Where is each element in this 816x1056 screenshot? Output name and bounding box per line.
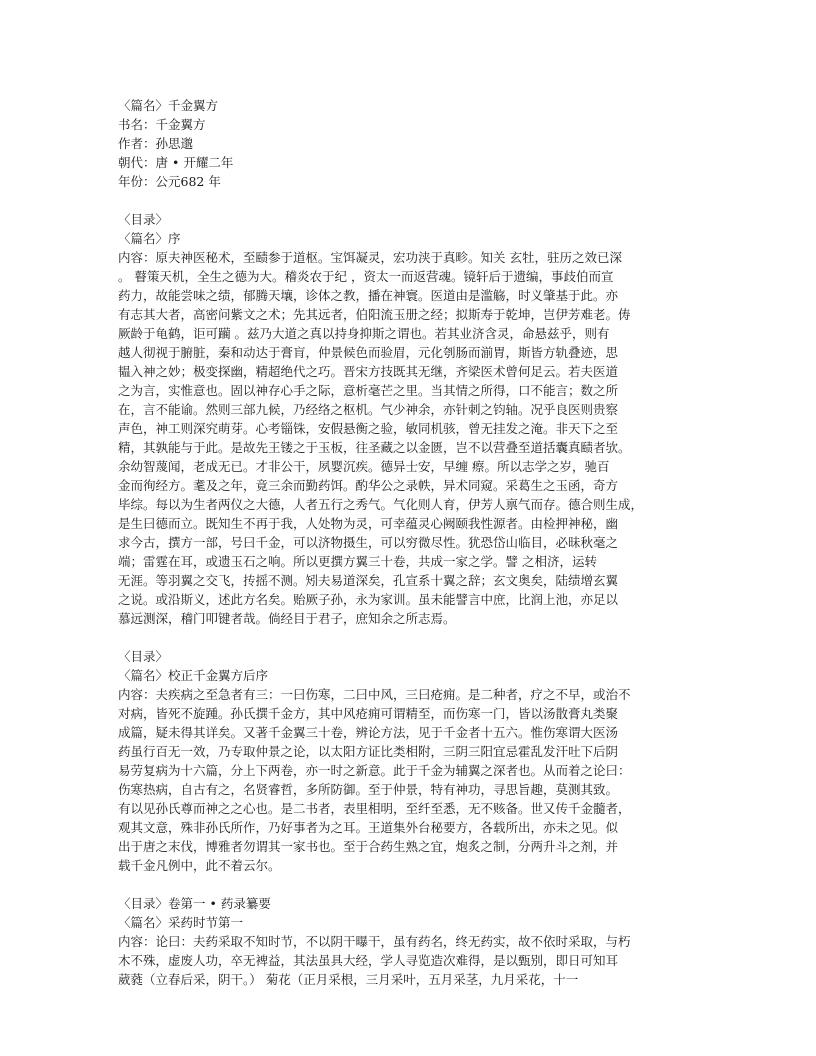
text-line: 有以见孙氏尊而神之之心也。是二书者，表里相明，至纤至悉，无不赅备。世又传千金髓者， <box>118 801 631 816</box>
text-line: 有志其大者，高密问紫文之术；先其远者，伯阳流玉册之经；拟斯寿于乾坤，岂伊芳难老。俦 <box>118 307 631 322</box>
text-line: 内容：论曰：夫药采取不知时节，不以阴干曝干，虽有药名，终无药实，故不依时采取，与朽 <box>118 934 631 949</box>
book-header <box>118 96 708 191</box>
text-line: 朝代：唐 • 开耀二年 <box>118 155 234 170</box>
afterword-section <box>118 647 708 875</box>
text-line: 无涯。等羽翼之交飞，抟摇不测。矧夫易道深矣，孔宣系十翼之辞；玄文奥矣，陆绩增玄翼 <box>118 573 619 588</box>
text-line: 观其文意，殊非孙氏所作，乃好事者为之耳。王道集外台秘要方，各载所出，亦未之见。似 <box>118 820 619 835</box>
text-line: 内容：原夫神医秘术，至赜参于道枢。宝饵凝灵，宏功浃于真畛。知关 玄牡，驻历之效已深 <box>118 250 622 265</box>
text-line: 书名：千金翼方 <box>118 117 206 132</box>
text-line: 是生曰德而立。既知生不再于我，人处物为灵，可幸蕴灵心阙颐我性源者。由检押神秘，幽 <box>118 516 619 531</box>
text-line: 之说。或沿斯义，述此方名矣。贻厥子孙，永为家训。虽未能譬言中庶，比润上池，亦足以 <box>118 592 619 607</box>
text-line: 毕综。每以为生者两仪之大德，人者五行之秀气。气化则人育，伊芳人禀气而存。德合则生成， <box>118 497 644 512</box>
document-page <box>118 96 708 989</box>
paragraph-gap <box>118 191 708 210</box>
text-line: 药力，故能尝味之绩，郁腾天壤，诊体之教，播在神寰。医道由是滥觞，时义肇基于此。亦 <box>118 288 619 303</box>
text-line: 〈篇名〉千金翼方 <box>118 98 219 113</box>
text-line: 〈篇名〉校正千金翼方后序 <box>118 668 269 683</box>
text-line: 〈目录〉 <box>118 212 169 227</box>
text-line: 声色，神工则深究萌芽。心考锱铢，安假悬衡之验，敏同机骇，曾无挂发之淹。非天下之至 <box>118 421 619 436</box>
text-line: 越人彻视于腑脏，秦和动达于膏肓，仲景候色而验眉，元化刳肠而湔胃，斯皆方轨叠迹，思 <box>118 345 619 360</box>
text-line: 葳蕤（立春后采，阴干。） 菊花（正月采根，三月采叶，五月采茎，九月采花，十一 <box>118 972 579 987</box>
text-line: 〈篇名〉采药时节第一 <box>118 915 244 930</box>
text-line: 慕远测深，稽门叩键者哉。倘经目于君子，庶知余之所志焉。 <box>118 611 456 626</box>
text-line: 易劳复病为十六篇，分上下两卷，亦一时之新意。此于千金为辅翼之深者也。从而着之论曰： <box>118 763 631 778</box>
text-line: 木不殊，虚废人功，卒无裨益，其法虽具大经，学人寻览造次难得，是以甄别，即日可知耳 <box>118 953 619 968</box>
chapter-one-section <box>118 894 708 989</box>
text-line: 金而徇经方。耄及之年，竟三余而勤药饵。酌华公之录帙，异术同窥。采葛生之玉函，奇方 <box>118 478 619 493</box>
text-line: 求今古，撰方一部，号曰千金，可以济物摄生，可以穷微尽性。犹恐岱山临目，必昧秋毫之 <box>118 535 619 550</box>
text-line: 余幼智蔑闻，老成无已。才非公干，夙婴沉疾。德异士安，早缠 瘵。所以志学之岁，驰百 <box>118 459 610 474</box>
text-line: 〈篇名〉序 <box>118 231 181 246</box>
text-line: 作者：孙思邈 <box>118 136 194 151</box>
text-line: 内容：夫疾病之至急者有三：一曰伤寒，二曰中风，三曰疮痈。是二种者，疗之不早，或治不 <box>118 687 631 702</box>
text-line: 端；雷霆在耳，或遗玉石之响。所以更撰方翼三十卷，共成一家之学。譬 之相济，运转 <box>118 554 597 569</box>
text-line: 成篇，疑未得其详矣。又著千金翼三十卷，辨论方法，见于千金者十五六。惟伤寒谓大医汤 <box>118 725 619 740</box>
text-line: 在，言不能谕。然则三部九候，乃经络之枢机。气少神余，亦针刺之钧轴。况乎良医则贵察 <box>118 402 619 417</box>
text-line: 精，其孰能与于此。是故先王镂之于玉板，往圣藏之以金匮，岂不以营叠至道括囊真赜者欤。 <box>118 440 631 455</box>
text-line: 。 瞽策天机，全生之德为大。稽炎农于纪 ，资太一而返营魂。镜轩后于遗编，事歧伯而宣 <box>118 269 614 284</box>
preface-section <box>118 210 708 628</box>
paragraph-gap <box>118 628 708 647</box>
text-line: 出于唐之末伐，博雅者勿谓其一家书也。至于合药生熟之宜，炮炙之制，分两升斗之剂，并 <box>118 839 619 854</box>
text-line: 〈目录〉卷第一 • 药录纂要 <box>118 896 271 911</box>
paragraph-gap <box>118 875 708 894</box>
text-line: 〈目录〉 <box>118 649 169 664</box>
text-line: 年份：公元682 年 <box>118 174 221 189</box>
text-line: 药虽行百无一效，乃专取仲景之论，以太阳方证比类相附，三阴三阳宜忌霍乱发汗吐下后阴 <box>118 744 619 759</box>
text-line: 厥龄于龟鹤，讵可躏 。兹乃大道之真以持身抑斯之谓也。若其业济含灵，命悬兹乎，则有 <box>118 326 610 341</box>
text-line: 之为言，实惟意也。固以神存心手之际，意析毫芒之里。当其情之所得，口不能言；数之所 <box>118 383 619 398</box>
text-line: 载千金凡例中，此不着云尔。 <box>118 858 281 873</box>
text-line: 伤寒热病，自古有之，名贤睿哲，多所防御。至于仲景，特有神功，寻思旨趣，莫测其致。 <box>118 782 619 797</box>
text-line: 韫入神之妙；极变探幽，精超绝代之巧。晋宋方技既其无继，齐梁医术曾何足云。若夫医道 <box>118 364 619 379</box>
text-line: 对病，皆死不旋踵。孙氏撰千金方，其中风疮痈可谓精至，而伤寒一门，皆以汤散膏丸类聚 <box>118 706 619 721</box>
